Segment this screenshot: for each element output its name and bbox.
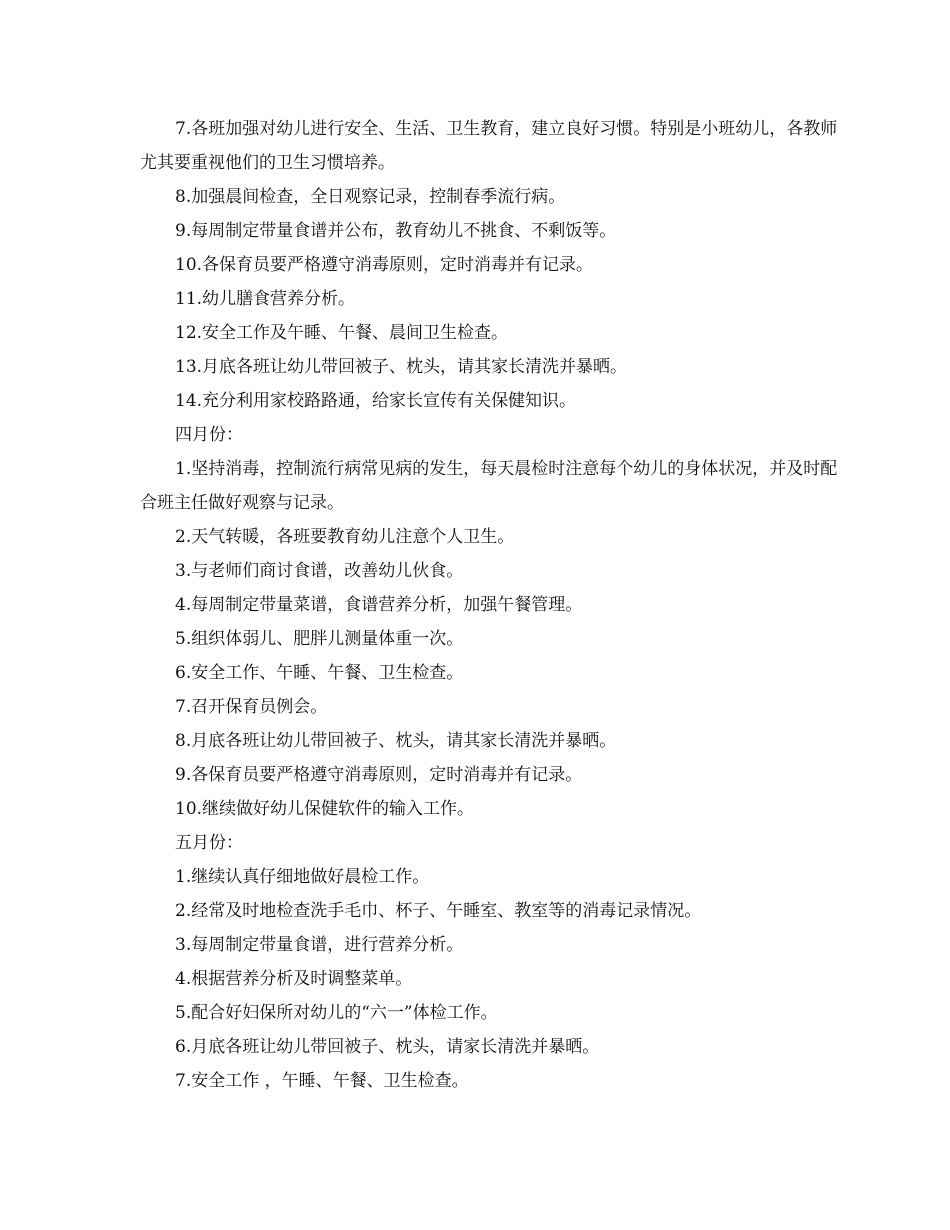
paragraph: 8.月底各班让幼儿带回被子、枕头，请其家长清洗并暴晒。 (175, 731, 617, 751)
document-body (140, 112, 840, 1098)
paragraph: 7.安全工作 ，午睡、午餐、卫生检查。 (175, 1071, 469, 1091)
paragraph: 5.组织体弱儿、肥胖儿测量体重一次。 (175, 629, 464, 649)
paragraph: 9.每周制定带量食谱并公布，教育幼儿不挑食、不剩饭等。 (175, 221, 617, 241)
paragraph: 1.继续认真仔细地做好晨检工作。 (175, 867, 430, 887)
paragraph: 4.根据营养分析及时调整菜单。 (175, 969, 413, 989)
paragraph: 3.与老师们商讨食谱，改善幼儿伙食。 (175, 561, 464, 581)
paragraph: 8.加强晨间检查，全日观察记录，控制春季流行病。 (175, 187, 566, 207)
paragraph: 9.各保育员要严格遵守消毒原则，定时消毒并有记录。 (175, 765, 583, 785)
paragraph: 4.每周制定带量菜谱，食谱营养分析，加强午餐管理。 (175, 595, 583, 615)
paragraph: 6.月底各班让幼儿带回被子、枕头，请家长清洗并暴晒。 (175, 1037, 600, 1057)
paragraph: 7.召开保育员例会。 (175, 697, 328, 717)
paragraph: 10.各保育员要严格遵守消毒原则，定时消毒并有记录。 (175, 255, 594, 275)
paragraph: 11.幼儿膳食营养分析。 (175, 289, 356, 309)
paragraph: 2.天气转暖，各班要教育幼儿注意个人卫生。 (175, 527, 515, 547)
paragraph: 2.经常及时地检查洗手毛巾、杯子、午睡室、教室等的消毒记录情况。 (175, 901, 702, 921)
section-heading-may: 五月份： (175, 833, 243, 853)
paragraph: 14.充分利用家校路路通，给家长宣传有关保健知识。 (175, 391, 577, 411)
paragraph: 5.配合好妇保所对幼儿的“六一”体检工作。 (175, 1003, 498, 1023)
section-heading-april: 四月份： (175, 425, 243, 445)
paragraph: 13.月底各班让幼儿带回被子、枕头，请其家长清洗并暴晒。 (175, 357, 628, 377)
paragraph: 1.坚持消毒，控制流行病常见病的发生，每天晨检时注意每个幼儿的身体状况，并及时配合班主任做好观察与记录。 (140, 459, 838, 513)
paragraph: 10.继续做好幼儿保健软件的输入工作。 (175, 799, 475, 819)
paragraph: 6.安全工作、午睡、午餐、卫生检查。 (175, 663, 464, 683)
paragraph: 3.每周制定带量食谱，进行营养分析。 (175, 935, 464, 955)
paragraph: 12.安全工作及午睡、午餐、晨间卫生检查。 (175, 323, 509, 343)
paragraph: 7.各班加强对幼儿进行安全、生活、卫生教育，建立良好习惯。特别是小班幼儿，各教师尤其要重视他们的卫生习惯培养。 (140, 119, 838, 173)
